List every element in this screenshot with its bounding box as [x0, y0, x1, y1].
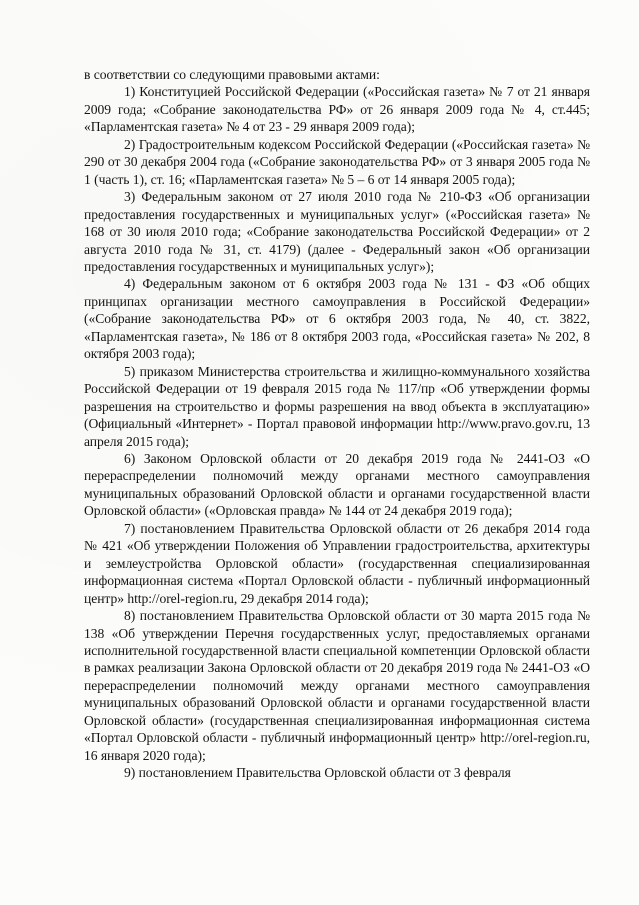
legal-act-item-7: 7) постановлением Правительства Орловской области от 26 декабря 2014 года № 421 «Об утверждении Положения об Управлении градостроительства, архитектуры и землеустройства Орловской области» (государственная специализированная информационная система «Портал Орловской области - публичный информационный центр» http://orel-region.ru, 29 декабря 2014 года);	[84, 520, 590, 606]
document-body	[84, 66, 590, 782]
intro-paragraph: в соответствии со следующими правовыми актами:	[84, 67, 380, 82]
legal-act-item-9: 9) постановлением Правительства Орловской области от 3 февраля	[124, 765, 511, 781]
legal-act-item-4: 4) Федеральным законом от 6 октября 2003 года № 131 - ФЗ «Об общих принципах организации местного самоуправления в Российской Федерации» («Собрание законодательства РФ» от 6 октября 2003 года, № 40, ст. 3822, «Парламентская газета», № 186 от 8 октября 2003 года, «Российская газета» № 202, 8 октября 2003 года);	[84, 276, 590, 362]
legal-act-item-2: 2) Градостроительным кодексом Российской Федерации («Российская газета» № 290 от 30 декабря 2004 года («Собрание законодательства РФ» от 3 января 2005 года № 1 (часть 1), ст. 16; «Парламентская газета» № 5 – 6 от 14 января 2005 года);	[84, 136, 590, 187]
legal-act-item-8: 8) постановлением Правительства Орловской области от 30 марта 2015 года № 138 «Об утверждении Перечня государственных услуг, предоставляемых органами исполнительной государственной власти специальной компетенции Орловской области в рамках реализации Закона Орловской области от 20 декабря 2019 года № 2441-ОЗ «О перераспределении полномочий между органами местного самоуправления муниципальных образований Орловской области и органами государственной власти Орловской области» (государственная специализированная информационная система «Портал Орловской области - публичный информационный центр» http://orel-region.ru, 16 января 2020 года);	[84, 608, 590, 763]
legal-act-item-3: 3) Федеральным законом от 27 июля 2010 года № 210-ФЗ «Об организации предоставления государственных и муниципальных услуг» («Российская газета» № 168 от 30 июля 2010 года; «Собрание законодательства Российской Федерации» от 2 августа 2010 года № 31, ст. 4179) (далее - Федеральный закон «Об организации предоставления государственных и муниципальных услуг»);	[84, 189, 590, 274]
legal-act-item-6: 6) Законом Орловской области от 20 декабря 2019 года № 2441-ОЗ «О перераспределении полномочий между органами местного самоуправления муниципальных образований Орловской области и органами государственной власти Орловской области» («Орловская правда» № 144 от 24 декабря 2019 года);	[84, 450, 590, 519]
legal-act-item-5: 5) приказом Министерства строительства и жилищно-коммунального хозяйства Российской Федерации от 19 февраля 2015 года № 117/пр «Об утверждении формы разрешения на строительство и формы разрешения на ввод объекта в эксплуатацию» (Официальный «Интернет» - Портал правовой информации http://www.pravo.gov.ru, 13 апреля 2015 года);	[84, 363, 590, 449]
legal-act-item-1: 1) Конституцией Российской Федерации («Российская газета» № 7 от 21 января 2009 года; «Собрание законодательства РФ» от 26 января 2009 года № 4, ст.445; «Парламентская газета» № 4 от 23 - 29 января 2009 года);	[84, 84, 590, 135]
